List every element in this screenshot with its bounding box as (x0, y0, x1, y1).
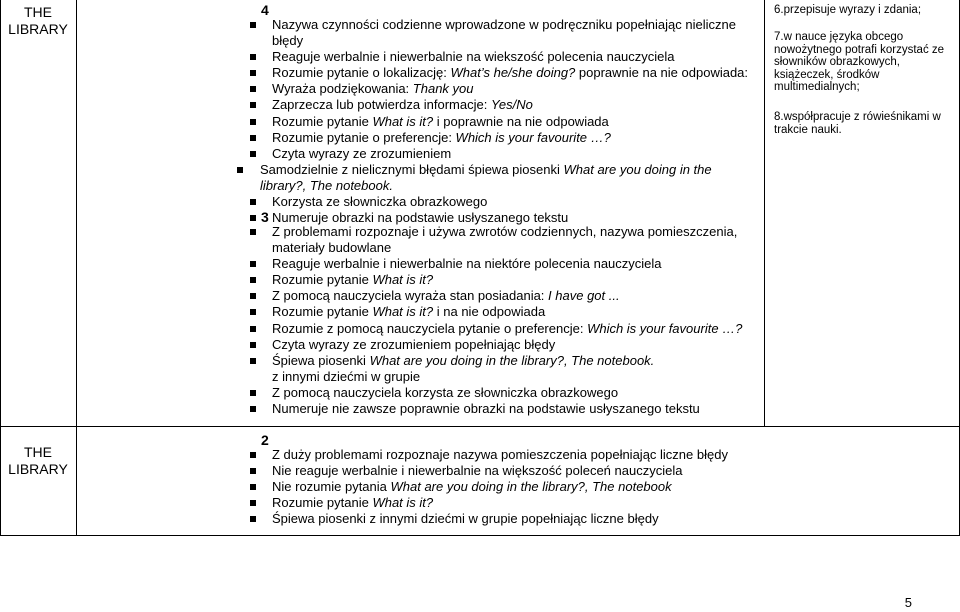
criterion-item (236, 401, 756, 417)
square-bullet-icon (250, 500, 256, 506)
criterion-text: Which is your favourite …? (587, 320, 743, 336)
criterion-text: What are you doing in the library?, The notebook. (260, 161, 712, 193)
criterion-text: Rozumie pytanie (272, 304, 373, 320)
criterion-text: z innymi dziećmi w grupie (272, 368, 421, 384)
square-bullet-icon (250, 70, 256, 76)
table-divider (76, 0, 77, 536)
square-bullet-icon (250, 54, 256, 60)
criterion-text: Numeruje nie zawsze poprawnie obrazki na podstawie usłyszanego tekstu (272, 401, 700, 417)
criterion-text: Z problemami rozpoznaje i używa zwrotów codziennych, nazywa pomieszczenia, materiały budowlane (272, 224, 738, 256)
row-title-line: LIBRARY (8, 461, 68, 477)
criterion-item (236, 511, 756, 527)
criterion-text: Nie reaguje werbalnie i niewerbalnie na większość poleceń nauczyciela (272, 463, 683, 479)
criterion-item (236, 49, 756, 65)
square-bullet-icon (250, 406, 256, 412)
criterion-text: Nazywa czynności codzienne wprowadzone w podręczniku popełniając nieliczne błędy (272, 17, 736, 49)
square-bullet-icon (250, 309, 256, 315)
criterion-text: Rozumie pytanie o preferencje: (272, 129, 456, 145)
square-bullet-icon (250, 293, 256, 299)
criterion-text: What are you doing in the library?, The notebook. (369, 352, 655, 368)
criterion-text: Z pomocą nauczyciela wyraża stan posiadania: (272, 288, 549, 304)
criterion-text: Reaguje werbalnie i niewerbalnie na niektóre polecenia nauczyciela (272, 256, 662, 272)
criterion-text: Rozumie z pomocą nauczyciela pytanie o preferencje: (272, 320, 588, 336)
criterion-item (236, 369, 756, 385)
square-bullet-icon (250, 358, 256, 364)
grade-label: 3 (261, 209, 269, 225)
row-title (0, 444, 76, 478)
criterion-text: poprawnie na nie odpowiada: (575, 65, 749, 81)
square-bullet-icon (250, 135, 256, 141)
criterion-item (236, 337, 756, 353)
square-bullet-icon (250, 277, 256, 283)
criterion-text: Z duży problemami rozpoznaje nazywa pomieszczenia popełniając liczne błędy (272, 447, 728, 462)
criterion-text: Śpiewa piosenki (272, 352, 370, 368)
criterion-text: What is it? (372, 304, 434, 320)
square-bullet-icon (250, 215, 256, 221)
criterion-text: i poprawnie na nie odpowiada (433, 113, 609, 129)
criterion-item (236, 130, 756, 146)
row-title-line: THE (24, 444, 52, 460)
square-bullet-icon (250, 468, 256, 474)
square-bullet-icon (250, 229, 256, 235)
criterion-item (236, 495, 756, 511)
criterion-text: Śpiewa piosenki z innymi dziećmi w grupie popełniając liczne błędy (272, 511, 659, 527)
row-divider (0, 426, 960, 427)
criterion-item (236, 304, 756, 320)
criterion-item (236, 321, 756, 337)
criterion-text: I have got ... (548, 288, 620, 304)
criterion-item (236, 479, 756, 495)
criterion-text: Korzysta ze słowniczka obrazkowego (272, 194, 488, 210)
grade-label: 2 (261, 432, 269, 448)
criterion-text: Nie rozumie pytania (272, 479, 391, 495)
criterion-item (236, 288, 756, 304)
page-number: 5 (904, 595, 912, 610)
criterion-item (236, 162, 756, 194)
criterion-item (236, 224, 756, 256)
criterion-text: Czyta wyrazy ze zrozumieniem (272, 145, 452, 161)
criterion-text: Reaguje werbalnie i niewerbalnie na wiekszość polecenia nauczyciela (272, 49, 675, 65)
square-bullet-icon (250, 484, 256, 490)
criterion-text: Rozumie pytanie (272, 113, 373, 129)
square-bullet-icon (250, 342, 256, 348)
curriculum-requirement: 8.współpracuje z rówieśnikami w trakcie nauki. (774, 111, 941, 136)
square-bullet-icon (250, 452, 256, 458)
criterion-text: What’s he/she doing? (450, 65, 576, 81)
criterion-item (236, 385, 756, 401)
square-bullet-icon (250, 86, 256, 92)
criterion-item (236, 65, 756, 81)
criterion-text: Thank you (412, 81, 474, 97)
criterion-text: Numeruje obrazki na podstawie usłyszanego tekstu (272, 210, 569, 226)
square-bullet-icon (250, 199, 256, 205)
criterion-text: What is it? (372, 272, 434, 288)
criterion-text: What is it? (372, 113, 434, 129)
criterion-text: Rozumie pytanie (272, 272, 373, 288)
criterion-text: Z pomocą nauczyciela korzysta ze słowniczka obrazkowego (272, 384, 619, 400)
square-bullet-icon (250, 102, 256, 108)
row-title-line: THE (24, 4, 52, 20)
criterion-item (236, 256, 756, 272)
square-bullet-icon (237, 167, 243, 173)
criterion-text: Which is your favourite …? (455, 129, 611, 145)
criteria-list (236, 17, 756, 226)
table-divider (764, 0, 765, 426)
square-bullet-icon (250, 119, 256, 125)
row-title-line: LIBRARY (8, 21, 68, 37)
criterion-item (236, 146, 756, 162)
criterion-item (236, 97, 756, 113)
criterion-item (236, 272, 756, 288)
square-bullet-icon (250, 261, 256, 267)
criterion-text: What is it? (372, 495, 434, 511)
square-bullet-icon (250, 516, 256, 522)
criterion-text: Czyta wyrazy ze zrozumieniem popełniając błędy (272, 336, 556, 352)
criteria-list (236, 224, 756, 417)
criterion-text: Rozumie pytanie (272, 495, 373, 511)
square-bullet-icon (250, 22, 256, 28)
criterion-item (236, 353, 756, 369)
criterion-item (236, 81, 756, 97)
criterion-text: Samodzielnie z nielicznymi błędami śpiewa piosenki (260, 161, 564, 177)
table-border-bottom (0, 535, 960, 536)
criteria-list (236, 447, 756, 527)
criterion-text: Yes/No (490, 97, 533, 113)
criterion-text: i na nie odpowiada (433, 304, 546, 320)
curriculum-requirement: 6.przepisuje wyrazy i zdania; (774, 4, 922, 16)
criterion-item (236, 194, 756, 210)
square-bullet-icon (250, 151, 256, 157)
grade-label: 4 (261, 2, 269, 18)
criterion-item (236, 114, 756, 130)
curriculum-requirement: 7.w nauce języka obcego nowożytnego potrafi korzystać ze słowników obrazkowych, książeczek, środków multimedialnych; (774, 31, 945, 94)
square-bullet-icon (250, 390, 256, 396)
criterion-item (236, 17, 756, 49)
row-title (0, 4, 76, 38)
criterion-item (236, 447, 756, 463)
square-bullet-icon (250, 326, 256, 332)
criterion-text: Zaprzecza lub potwierdza informacje: (272, 97, 491, 113)
criterion-item (236, 463, 756, 479)
criterion-text: Rozumie pytanie o lokalizację: (272, 65, 451, 81)
criterion-text: Wyraża podziękowania: (272, 81, 413, 97)
criterion-text: What are you doing in the library?, The notebook (390, 479, 672, 495)
